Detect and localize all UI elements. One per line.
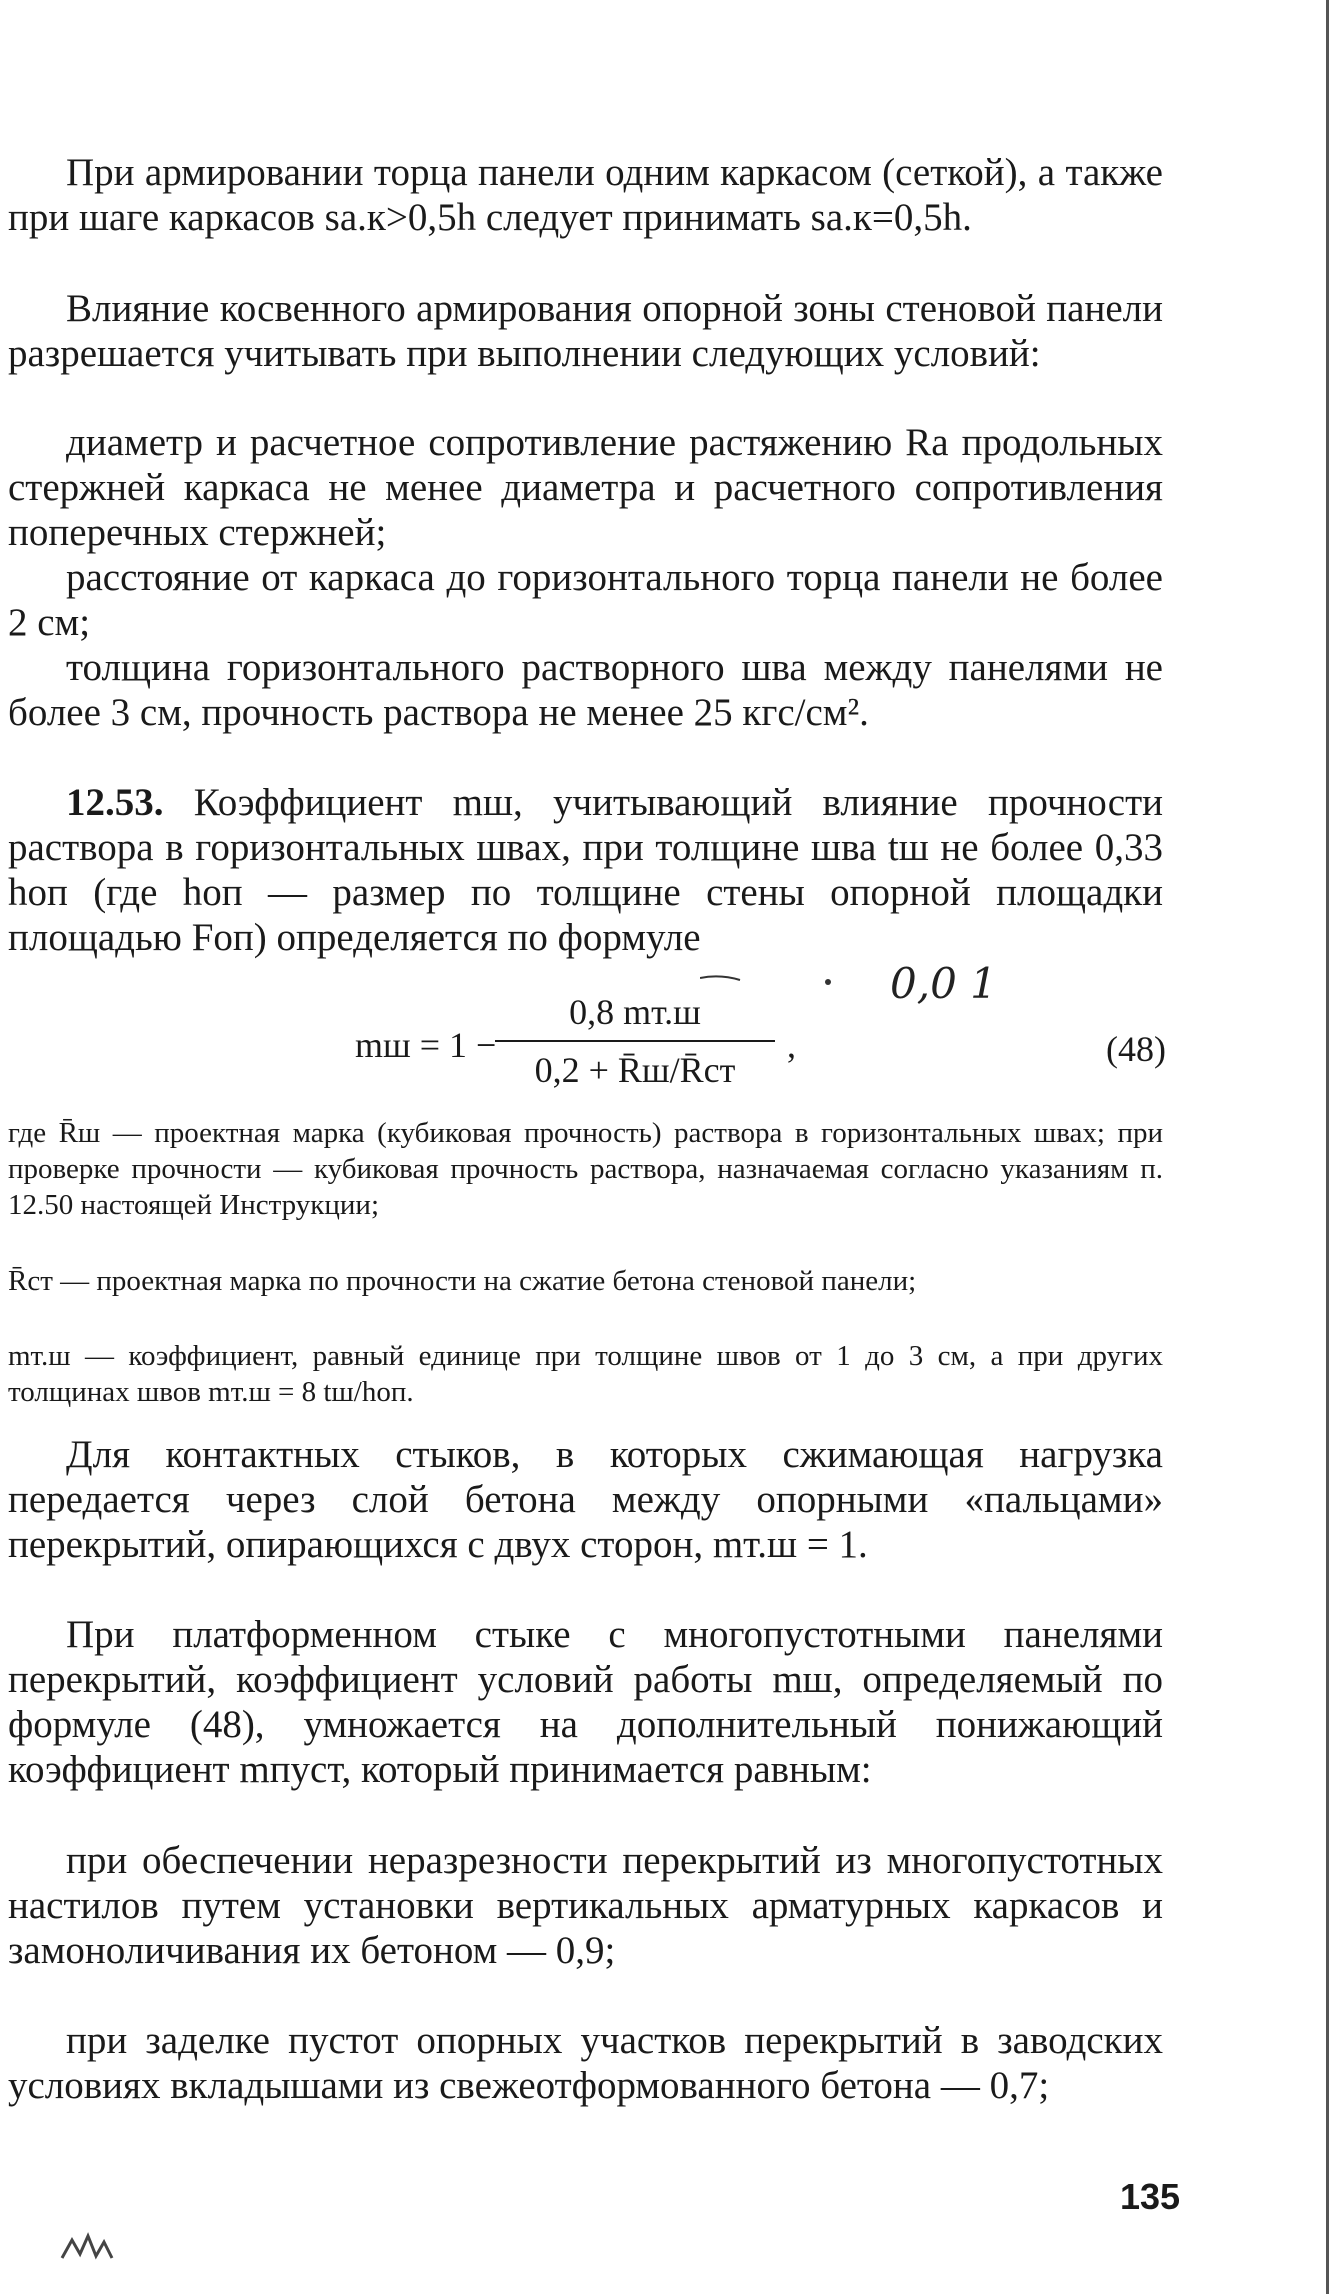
- equation-number: (48): [1106, 1029, 1166, 1069]
- paragraph-text: диаметр и расчетное сопротивление растяжению Rа продольных стержней каркаса не менее диаметра и расчетного сопротивления поперечных стержней;: [8, 421, 1163, 554]
- paragraph-1: [8, 150, 1163, 240]
- clause-number: 12.53.: [66, 781, 164, 824]
- handwritten-note: 0,0 1: [890, 959, 997, 1008]
- page-edge-shadow: [1323, 0, 1331, 2294]
- where-text: R̄ст — проектная марка по прочности на сжатие бетона стеновой панели;: [8, 1265, 917, 1297]
- where-text: mт.ш — коэффициент, равный единице при толщине швов от 1 до 3 см, а при других толщинах швов mт.ш = 8 tш/hоп.: [8, 1340, 1163, 1408]
- paragraph-text: Влияние косвенного армирования опорной зоны стеновой панели разрешается учитывать при выполнении следующих условий:: [8, 287, 1163, 375]
- paragraph-2: [8, 286, 1163, 376]
- formula-numerator: 0,8 mт.ш: [569, 992, 701, 1032]
- formula-trail: ,: [787, 1025, 796, 1065]
- formula-48: [355, 988, 915, 1108]
- condition-3: [8, 645, 1163, 735]
- clause-text: Коэффициент mш, учитывающий влияние прочности раствора в горизонтальных швах, при толщине шва tш не более 0,33 hоп (где hоп — размер по толщине стены опорной площадки площадью Fоп) определяется по формуле: [8, 781, 1163, 959]
- paragraph-text: [8, 780, 1163, 960]
- condition-continuity: [8, 1838, 1163, 1973]
- condition-1: [8, 420, 1163, 555]
- where-clause-3: [8, 1338, 1163, 1410]
- formula-denominator: 0,2 + R̄ш/R̄ст: [534, 1050, 736, 1090]
- formula-lhs: mш = 1 −: [355, 1025, 497, 1065]
- clause-12-53: [8, 780, 1163, 960]
- where-clause-2: [8, 1263, 1163, 1299]
- condition-voids: [8, 2018, 1163, 2108]
- paragraph-text: Для контактных стыков, в которых сжимающая нагрузка передается через слой бетона между опорными «пальцами» перекрытий, опирающихся с двух сторон, mт.ш = 1.: [8, 1433, 1163, 1566]
- paragraph-text: толщина горизонтального растворного шва между панелями не более 3 см, прочность раствора не менее 25 кгс/см².: [8, 646, 1163, 734]
- paragraph-text: расстояние от каркаса до горизонтального торца панели не более 2 см;: [8, 556, 1163, 644]
- ink-smudge-mark: [52, 2228, 142, 2268]
- page-number: 135: [1120, 2176, 1181, 2217]
- fraction-bar: [495, 1040, 775, 1042]
- condition-2: [8, 555, 1163, 645]
- paragraph-text: При армировании торца панели одним каркасом (сеткой), а также при шаге каркасов sа.к>0,5h следует принимать sа.к=0,5h.: [8, 151, 1163, 239]
- paragraph-text: при заделке пустот опорных участков перекрытий в заводских условиях вкладышами из свежеотформованного бетона — 0,7;: [8, 2019, 1163, 2107]
- paragraph-text: при обеспечении неразрезности перекрытий из многопустотных настилов путем установки вертикальных арматурных каркасов и замоноличивания их бетоном — 0,9;: [8, 1839, 1163, 1972]
- paragraph-contact-joints: [8, 1432, 1163, 1567]
- paragraph-platform-joint: [8, 1612, 1163, 1792]
- where-clause-1: [8, 1115, 1163, 1223]
- formula-fraction: [495, 988, 775, 1094]
- paragraph-text: При платформенном стыке с многопустотными панелями перекрытий, коэффициент условий работы mш, определяемый по формуле (48), умножается на дополнительный понижающий коэффициент mпуст, который принимается равным:: [8, 1613, 1163, 1791]
- where-text: где R̄ш — проектная марка (кубиковая прочность) раствора в горизонтальных швах; при проверке прочности — кубиковая прочность раствора, назначаемая согласно указаниям п. 12.50 настоящей Инструкции;: [8, 1117, 1163, 1221]
